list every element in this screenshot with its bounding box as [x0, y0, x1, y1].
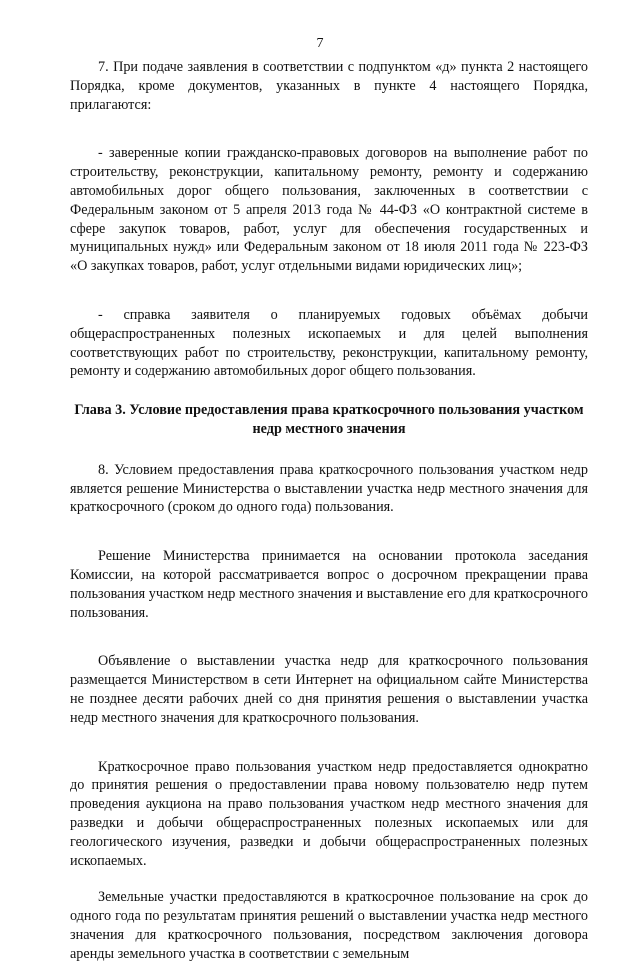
paragraph-8: 8. Условием предоставления права краткосрочного пользования участком недр является решение Министерства о выставлении участка недр местного значения для краткосрочного (сроком до одного года) пользования.: [70, 461, 588, 516]
paragraph-7: 7. При подаче заявления в соответствии с подпунктом «д» пункта 2 настоящего Порядка, кроме документов, указанных в пункте 4 настоящего Порядка, прилагаются:: [70, 59, 588, 113]
document-body: [70, 58, 588, 963]
page-number: 7: [316, 36, 324, 51]
paragraph-announcement: Объявление о выставлении участка недр для краткосрочного пользования размещается Министерством в сети Интернет на официальном сайте Министерства не позднее десяти рабочих дней со дня принятия решения о выставлении участка недр местного значения для краткосрочного пользования.: [70, 653, 588, 726]
paragraph-land-plots: Земельные участки предоставляются в краткосрочное пользование на срок до одного года по результатам принятия решений о выставлении участка недр местного значения для краткосрочного пользования, посредством заключения договора аренды земельного участка в соответствии с земельным: [70, 889, 588, 962]
chapter-heading: Глава 3. Условие предоставления права краткосрочного пользования участком недр местного значения: [74, 402, 584, 437]
paragraph-applicant-certificate: - справка заявителя о планируемых годовых объёмах добычи общераспространенных полезных ископаемых и для целей выполнения соответствующих работ по строительству, реконструкции, капитальному ремонту, ремонту и содержанию автомобильных дорог общего пользования.: [70, 306, 588, 380]
paragraph-contracts-copies: - заверенные копии гражданско-правовых договоров на выполнение работ по строительству, реконструкции, капитальному ремонту, ремонту и содержанию автомобильных дорог общего пользования, заключенных в соответствии с Федеральным законом от 5 апреля 2013 года № 44-ФЗ «О контрактной системе в сфере закупок товаров, работ, услуг для обеспечения государственных и муниципальных нужд» или Федеральным законом от 18 июля 2011 года № 223-ФЗ «О закупках товаров, работ, услуг отдельными видами юридических лиц»;: [70, 145, 588, 275]
paragraph-ministry-decision: Решение Министерства принимается на основании протокола заседания Комиссии, на которой рассматривается вопрос о досрочном прекращении права пользования участком недр местного значения и выставление его для краткосрочного пользования.: [70, 548, 588, 621]
paragraph-short-term-right: Краткосрочное право пользования участком недр предоставляется однократно до принятия решения о предоставлении права новому пользователю недр путем проведения аукциона на право пользования участком недр местного значения для разведки и добычи общераспространенных полезных ископаемых или для геологического изучения, разведки и добычи общераспространенных полезных ископаемых.: [70, 758, 588, 869]
